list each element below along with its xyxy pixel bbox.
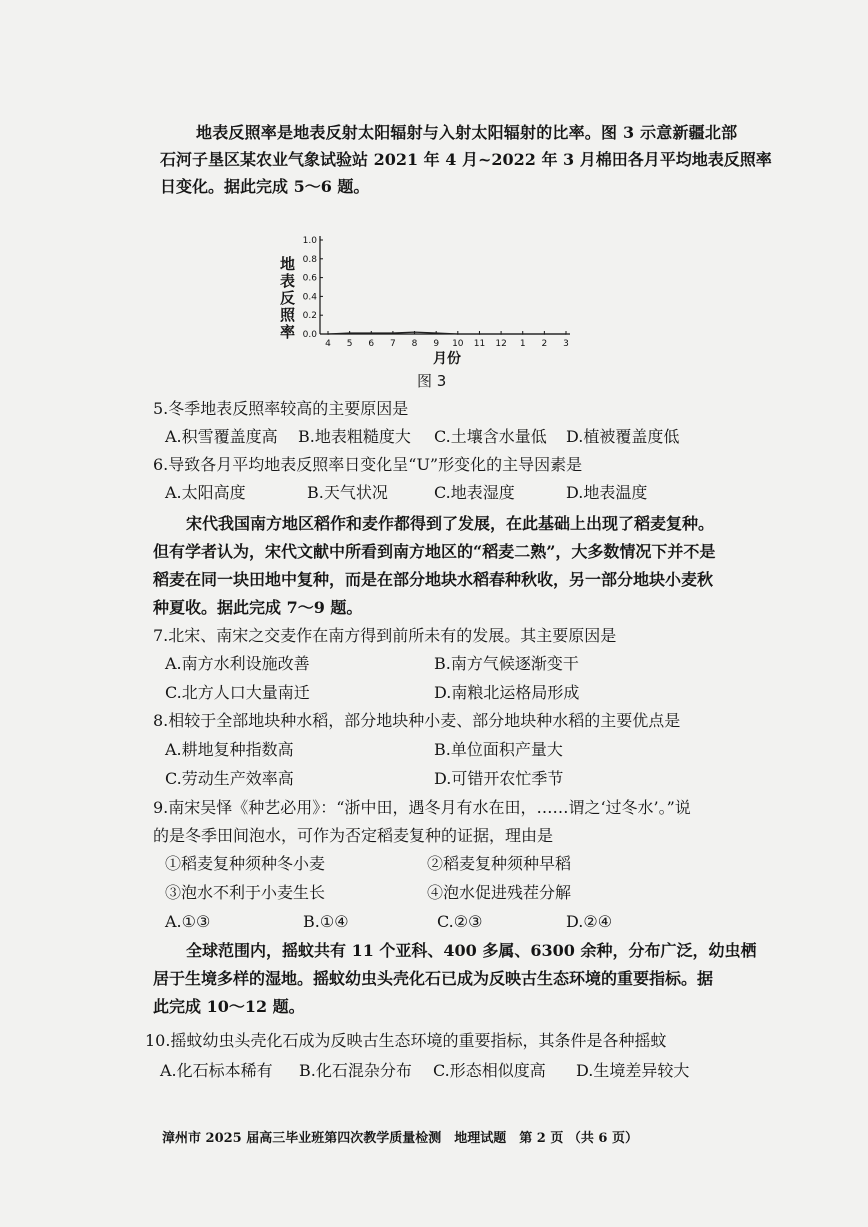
ylabel-char: 照 xyxy=(280,306,296,324)
ylabel-char: 率 xyxy=(280,323,296,341)
q5-option-d[interactable]: D.植被覆盖度低 xyxy=(566,427,680,446)
q10-stem: 10.摇蚊幼虫头壳化石成为反映古生态环境的重要指标，其条件是各种摇蚊 xyxy=(145,1031,667,1050)
intro2-line-1: 宋代我国南方地区稻作和麦作都得到了发展，在此基础上出现了稻麦复种。 xyxy=(186,514,715,533)
q8-stem: 8.相较于全部地块种水稻，部分地块种小麦、部分地块种水稻的主要优点是 xyxy=(153,711,681,730)
y-tick-label: 1.0 xyxy=(302,236,317,246)
q5-option-c[interactable]: C.土壤含水量低 xyxy=(434,427,547,446)
q9-item-1: ①稻麦复种须种冬小麦 xyxy=(165,854,326,873)
intro2-line-4: 种夏收。据此完成 7～9 题。 xyxy=(153,598,363,617)
q5-option-a[interactable]: A.积雪覆盖度高 xyxy=(165,427,278,446)
x-tick-label: 1 xyxy=(519,339,526,349)
y-tick-label: 0.2 xyxy=(302,311,317,322)
intro3-line-1: 全球范围内，摇蚊共有 11 个亚科、400 多属、6300 余种，分布广泛，幼虫栖 xyxy=(186,941,757,960)
q6-option-b[interactable]: B.天气状况 xyxy=(307,483,388,502)
intro2-line-2: 但有学者认为，宋代文献中所看到南方地区的“稻麦二熟”，大多数情况下并不是 xyxy=(153,542,716,561)
figure-xlabel: 月份 xyxy=(433,351,461,367)
q5-stem: 5.冬季地表反照率较高的主要原因是 xyxy=(153,399,409,418)
x-tick-label: 12 xyxy=(495,339,507,349)
q8-option-c[interactable]: C.劳动生产效率高 xyxy=(165,769,294,788)
ylabel-char: 表 xyxy=(280,272,296,290)
page-footer: 漳州市 2025 届高三毕业班第四次教学质量检测 地理试题 第 2 页 （共 6 页） xyxy=(162,1131,638,1146)
x-tick-label: 11 xyxy=(473,339,486,349)
ylabel-char: 反 xyxy=(280,289,296,307)
q9-stem-line-1: 9.南宋吴怿《种艺必用》：“浙中田，遇冬月有水在田，……谓之‘过冬水’。”说 xyxy=(153,798,691,817)
data-point xyxy=(349,332,351,334)
x-tick-label: 8 xyxy=(411,339,418,349)
intro1-line-3: 日变化。据此完成 5～6 题。 xyxy=(160,177,370,196)
q6-option-d[interactable]: D.地表温度 xyxy=(566,483,648,502)
x-tick-label: 7 xyxy=(390,339,396,349)
x-tick-label: 10 xyxy=(452,339,464,349)
q6-option-a[interactable]: A.太阳高度 xyxy=(165,483,246,502)
data-point xyxy=(565,333,567,335)
x-tick-label: 4 xyxy=(325,339,331,349)
figure-3 xyxy=(278,228,588,368)
q8-option-a[interactable]: A.耕地复种指数高 xyxy=(165,740,294,759)
ylabel-char: 地 xyxy=(280,255,296,273)
q9-option-c[interactable]: C.②③ xyxy=(437,912,483,931)
q9-item-4: ④泡水促进残茬分解 xyxy=(427,883,572,902)
q9-stem-line-2: 的是冬季田间泡水，可作为否定稻麦复种的证据，理由是 xyxy=(153,826,554,845)
y-tick-label: 0.4 xyxy=(302,292,317,303)
data-point xyxy=(370,332,372,334)
x-tick-label: 9 xyxy=(433,339,440,349)
data-point xyxy=(392,332,394,334)
q7-option-b[interactable]: B.南方气候逐渐变干 xyxy=(434,654,579,673)
data-point xyxy=(500,333,502,335)
q7-option-a[interactable]: A.南方水利设施改善 xyxy=(165,654,310,673)
intro3-line-3: 此完成 10～12 题。 xyxy=(153,997,305,1016)
q7-stem: 7.北宋、南宋之交麦作在南方得到前所未有的发展。其主要原因是 xyxy=(153,626,617,645)
q9-option-d[interactable]: D.②④ xyxy=(566,912,613,931)
data-point xyxy=(457,333,459,335)
q9-option-b[interactable]: B.①④ xyxy=(303,912,349,931)
intro2-line-3: 稻麦在同一块田地中复种，而是在部分地块水稻春种秋收，另一部分地块小麦秋 xyxy=(153,570,714,589)
q10-option-b[interactable]: B.化石混杂分布 xyxy=(299,1061,412,1080)
q10-option-c[interactable]: C.形态相似度高 xyxy=(433,1061,546,1080)
albedo-chart xyxy=(278,228,588,368)
intro1-line-2: 石河子垦区某农业气象试验站 2021 年 4 月~2022 年 3 月棉田各月平均地表反照率 xyxy=(160,150,772,169)
q9-option-a[interactable]: A.①③ xyxy=(165,912,211,931)
x-tick-label: 6 xyxy=(368,339,375,349)
q10-option-a[interactable]: A.化石标本稀有 xyxy=(160,1061,273,1080)
figure-caption: 图 3 xyxy=(417,372,447,390)
intro3-line-2: 居于生境多样的湿地。摇蚊幼虫头壳化石已成为反映古生态环境的重要指标。据 xyxy=(153,969,714,988)
x-tick-label: 3 xyxy=(563,339,569,349)
q8-option-b[interactable]: B.单位面积产量大 xyxy=(434,740,563,759)
q8-option-d[interactable]: D.可错开农忙季节 xyxy=(434,769,564,788)
q6-stem: 6.导致各月平均地表反照率日变化呈“U”形变化的主导因素是 xyxy=(153,455,583,474)
q6-option-c[interactable]: C.地表湿度 xyxy=(434,483,515,502)
data-point xyxy=(435,332,437,334)
data-point xyxy=(479,333,481,335)
data-point xyxy=(544,333,546,335)
y-tick-label: 0.8 xyxy=(302,254,317,265)
q5-option-b[interactable]: B.地表粗糙度大 xyxy=(298,427,411,446)
x-tick-label: 2 xyxy=(541,339,548,349)
data-point xyxy=(522,333,524,335)
q9-item-3: ③泡水不利于小麦生长 xyxy=(165,883,326,902)
intro1-line-1: 地表反照率是地表反射太阳辐射与入射太阳辐射的比率。图 3 示意新疆北部 xyxy=(196,123,738,142)
data-point xyxy=(414,331,416,333)
y-tick-label: 0.6 xyxy=(302,273,317,284)
x-tick-label: 5 xyxy=(346,339,353,349)
y-tick-label: 0.0 xyxy=(302,330,317,340)
q10-option-d[interactable]: D.生境差异较大 xyxy=(576,1061,690,1080)
data-point xyxy=(327,333,329,335)
q7-option-c[interactable]: C.北方人口大量南迁 xyxy=(165,683,310,702)
q7-option-d[interactable]: D.南粮北运格局形成 xyxy=(434,683,580,702)
q9-item-2: ②稻麦复种须种早稻 xyxy=(427,854,572,873)
